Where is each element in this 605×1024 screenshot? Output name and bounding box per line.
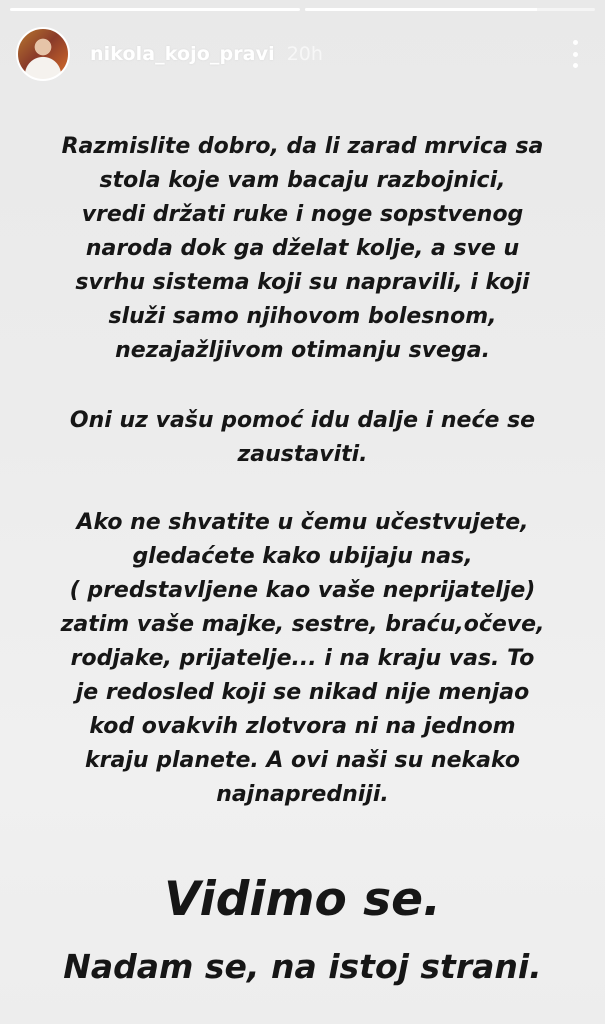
more-dot-1 <box>573 40 578 45</box>
paragraph-line: najnapredniji. <box>216 782 389 807</box>
paragraph-line: gledaćete kako ubijaju nas, <box>132 544 473 569</box>
paragraph-line: rodjake, prijatelje... i na kraju vas. To <box>70 646 535 671</box>
paragraph-line: zaustaviti. <box>237 442 368 467</box>
username[interactable]: nikola_kojo_pravi <box>90 43 275 65</box>
paragraph-line: kraju planete. A ovi naši su nekako <box>85 748 520 773</box>
paragraph-line: vredi držati ruke i noge sopstvenog <box>81 202 524 227</box>
paragraph-line: Oni uz vašu pomoć idu dalje i neće se <box>69 408 536 433</box>
paragraph-line: ( predstavljene kao vaše neprijatelje) <box>69 578 536 603</box>
story-subheadline: Nadam se, na istoj strani. <box>63 947 542 986</box>
more-options-icon[interactable] <box>571 40 579 68</box>
paragraph-line: naroda dok ga dželat kolje, a sve u <box>85 236 520 261</box>
paragraph-line: stola koje vam bacaju razbojnici, <box>99 168 506 193</box>
progress-fill-2 <box>305 8 537 11</box>
story-progress-bar <box>10 8 595 11</box>
more-dot-2 <box>573 52 578 57</box>
story-paragraph-2 <box>40 404 565 472</box>
paragraph-line: je redosled koji se nikad nije menjao <box>75 680 530 705</box>
paragraph-line: svrhu sistema koji su napravili, i koji <box>75 270 530 295</box>
progress-fill-1 <box>10 8 300 11</box>
avatar[interactable] <box>16 27 70 81</box>
paragraph-line: služi samo njihovom bolesnom, <box>108 304 497 329</box>
progress-segment-2 <box>305 8 595 11</box>
story-paragraph-1 <box>40 130 565 368</box>
story-paragraph-3 <box>40 506 565 812</box>
more-dot-3 <box>573 63 578 68</box>
story-header <box>16 26 589 82</box>
paragraph-line: nezajažljivom otimanju svega. <box>115 338 490 363</box>
paragraph-line: zatim vaše majke, sestre, braću,očeve, <box>60 612 545 637</box>
paragraph-line: Ako ne shvatite u čemu učestvujete, <box>76 510 529 535</box>
story-headline: Vidimo se. <box>164 872 441 927</box>
timestamp: 20h <box>286 43 323 65</box>
progress-segment-1 <box>10 8 300 11</box>
paragraph-line: Razmislite dobro, da li zarad mrvica sa <box>61 134 544 159</box>
paragraph-line: kod ovakvih zlotvora ni na jednom <box>89 714 516 739</box>
